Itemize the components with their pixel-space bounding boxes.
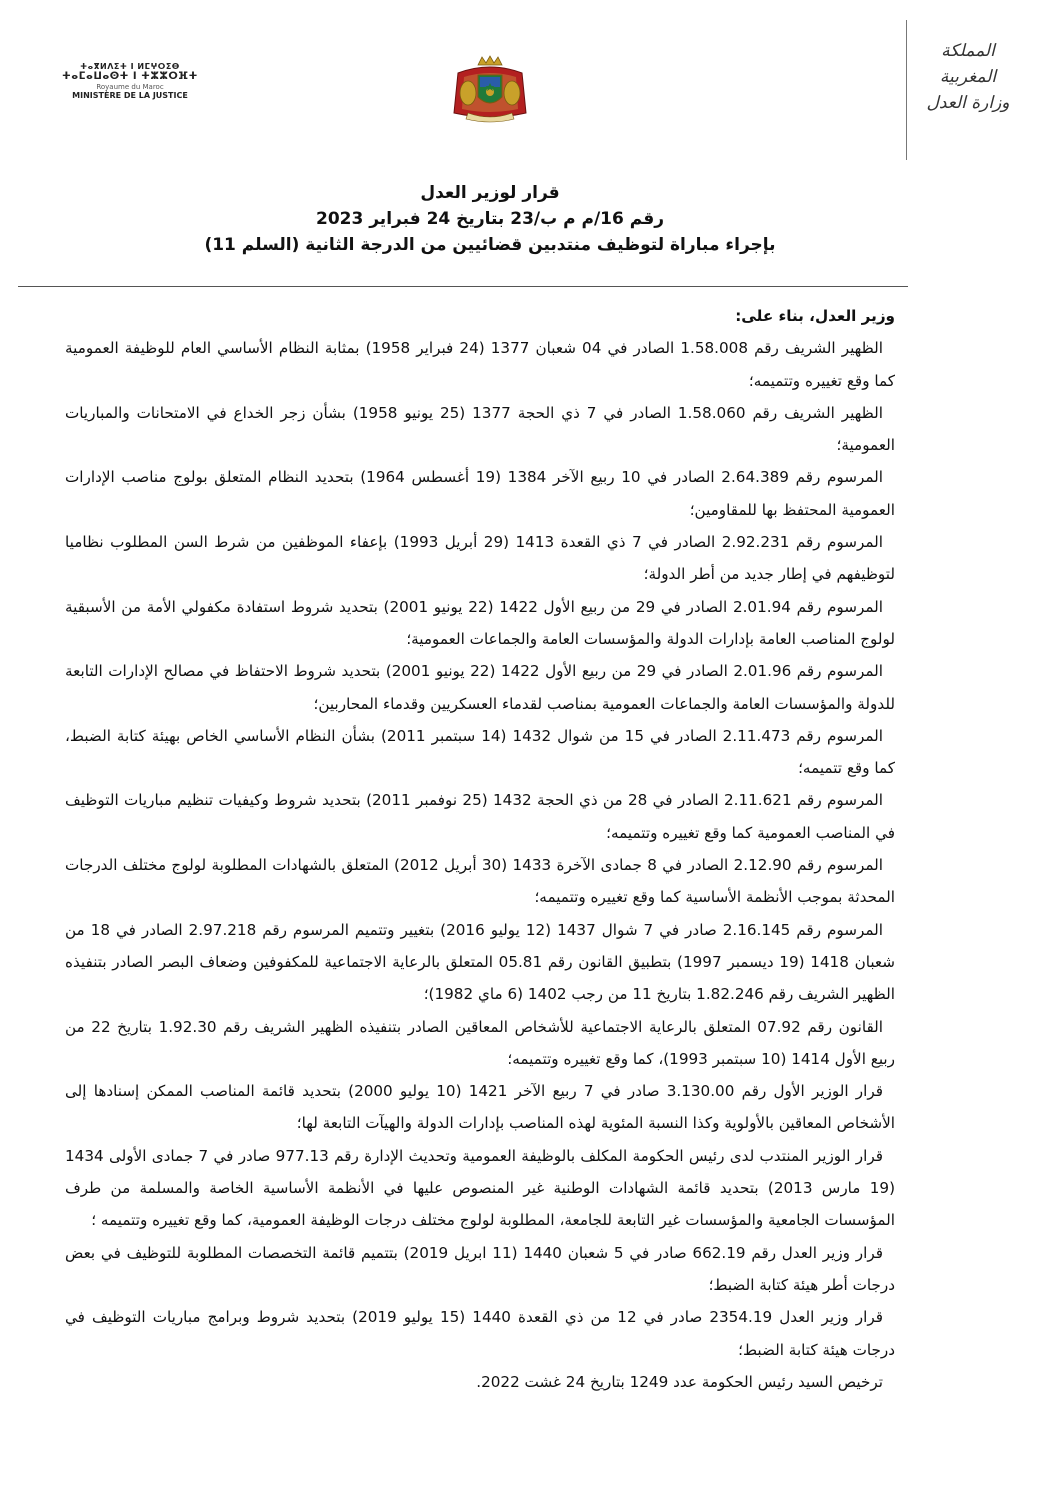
legal-reference: قرار وزير العدل 2354.19 صادر في 12 من ذي القعدة 1440 (15 يوليو 2019) بتحديد شروط وبرامج مباريات التوظيف في درجات هيئة كتابة الضبط؛	[65, 1308, 895, 1359]
legal-reference: الظهير الشريف رقم 1.58.008 الصادر في 04 شعبان 1377 (24 فبراير 1958) بمثابة النظام الأساسي العام للوظيفة العمومية كما وقع تغييره وتتميمه؛	[65, 339, 895, 390]
decree-intro: وزير العدل، بناء على:	[735, 307, 895, 325]
legal-reference: قرار الوزير الأول رقم 3.130.00 صادر في 7 ربيع الآخر 1421 (10 يوليو 2000) بتحديد قائمة المناصب الممكن إسنادها إلى الأشخاص المعاقين بالأولوية وكذا النسبة المئوية لهذه المناصب بإدارات الدولة والهيآت التابعة لها؛	[65, 1082, 895, 1133]
ministry-logo-block	[60, 62, 200, 101]
legal-reference: قرار الوزير المنتدب لدى رئيس الحكومة المكلف بالوظيفة العمومية وتحديث الإدارة رقم 977.13 صادر في 7 جمادى الأولى 1434 (19 مارس 2013) بتحديد قائمة الشهادات الوطنية غير المنصوص عليها في الأنظمة الأساسية الخاصة والمسلمة من طرف المؤسسات الجامعية والمؤسسات غير التابعة للجامعة، المطلوبة لولوج مختلف درجات الوظيفة العمومية، كما وقع تغييره وتتميمه ؛	[65, 1146, 895, 1230]
kingdom-name-tifinagh: ⵜⴰⴳⵍⴷⵉⵜ ⵏ ⵍⵎⵖⵔⵉⴱ	[80, 62, 180, 71]
decree-title	[150, 180, 830, 258]
legal-reference: المرسوم رقم 2.11.473 الصادر في 15 من شوال 1432 (14 سبتمبر 2011) بشأن النظام الأساسي الخاص بهيئة كتابة الضبط، كما وقع تتميمه؛	[65, 726, 895, 778]
legal-reference: قرار وزير العدل رقم 662.19 صادر في 5 شعبان 1440 (11 ابريل 2019) بتتميم قائمة التخصصات المطلوبة للتوظيف في بعض درجات أطر هيئة كتابة الضبط؛	[65, 1243, 895, 1294]
legal-reference: ترخيص السيد رئيس الحكومة عدد 1249 بتاريخ 24 غشت 2022.	[476, 1372, 883, 1391]
legal-reference: المرسوم رقم 2.16.145 صادر في 7 شوال 1437 (12 يوليو 2016) بتغيير وتتميم المرسوم رقم 2.97.218 الصادر في 18 من شعبان 1418 (19 ديسمبر 1997) بتطبيق القانون رقم 05.81 المتعلق بالرعاية الاجتماعية للمكفوفين وضعاف البصر الصادر بتنفيذه الظهير الشريف رقم 1.82.246 بتاريخ 11 من رجب 1402 (6 ماي 1982)؛	[65, 920, 895, 1004]
ministry-name-arabic: وزارة العدل	[926, 93, 1010, 113]
ministry-arabic-header	[913, 38, 1023, 116]
kingdom-name-arabic: المملكة المغربية	[939, 41, 997, 87]
decree-body	[65, 300, 895, 1398]
coat-of-arms-icon	[440, 55, 540, 125]
decree-title-line3: بإجراء مباراة لتوظيف منتدبين قضائيين من الدرجة الثانية (السلم 11)	[204, 235, 776, 255]
decree-title-line2: رقم 16/م م ب/23 بتاريخ 24 فبراير 2023	[315, 209, 665, 229]
legal-reference: المرسوم رقم 2.11.621 الصادر في 28 من ذي الحجة 1432 (25 نوفمبر 2011) بتحديد شروط وكيفيات تنظيم مباريات التوظيف في المناصب العمومية كما وقع تغييره وتتميمه؛	[65, 791, 895, 842]
legal-reference: المرسوم رقم 2.12.90 الصادر في 8 جمادى الآخرة 1433 (30 أبريل 2012) المتعلق بالشهادات المطلوبة لولوج مختلف الدرجات المحدثة بموجب الأنظمة الأساسية كما وقع تغييره وتتميمه؛	[65, 856, 895, 907]
legal-reference: المرسوم رقم 2.01.94 الصادر في 29 من ربيع الأول 1422 (22 يونيو 2001) بتحديد شروط استفادة مكفولي الأمة من الأسبقية لولوج المناصب العامة بإدارات الدولة والمؤسسات العامة والجماعات العمومية؛	[65, 597, 895, 648]
legal-reference: القانون رقم 07.92 المتعلق بالرعاية الاجتماعية للأشخاص المعاقين الصادر بتنفيذه الظهير الشريف رقم 1.92.30 بتاريخ 22 من ربيع الأول 1414 (10 سبتمبر 1993)، كما وقع تغييره وتتميمه؛	[65, 1017, 895, 1068]
ministry-name-tifinagh: ⵜⴰⵎⴰⵡⴰⵙⵜ ⵏ ⵜⵣⵣⵔⴼⵜ	[62, 71, 198, 82]
title-separator	[18, 286, 908, 287]
legal-reference: المرسوم رقم 2.01.96 الصادر في 29 من ربيع الأول 1422 (22 يونيو 2001) بتحديد شروط الاحتفاظ في مصالح الإدارات التابعة للدولة والمؤسسات العامة والجماعات العمومية بمناصب لقدماء العسكريين وقدماء المحاربين؛	[65, 662, 895, 713]
ministry-name-french: MINISTÈRE DE LA JUSTICE	[72, 91, 188, 100]
kingdom-name-french: Royaume du Maroc	[96, 83, 164, 91]
legal-reference: المرسوم رقم 2.92.231 الصادر في 7 ذي القعدة 1413 (29 أبريل 1993) بإعفاء الموظفين من شرط السن المطلوب نظاميا لتوظيفهم في إطار جديد من أطر الدولة؛	[65, 533, 895, 584]
legal-reference: الظهير الشريف رقم 1.58.060 الصادر في 7 ذي الحجة 1377 (25 يونيو 1958) بشأن زجر الخداع في الامتحانات والمباريات العمومية؛	[65, 403, 895, 455]
legal-reference: المرسوم رقم 2.64.389 الصادر في 10 ربيع الآخر 1384 (19 أغسطس 1964) بتحديد النظام المتعلق بولوج مناصب الإدارات العمومية المحتفظ بها للمقاومين؛	[65, 468, 895, 519]
header-divider	[906, 20, 907, 160]
decree-title-line1: قرار لوزير العدل	[420, 183, 560, 203]
